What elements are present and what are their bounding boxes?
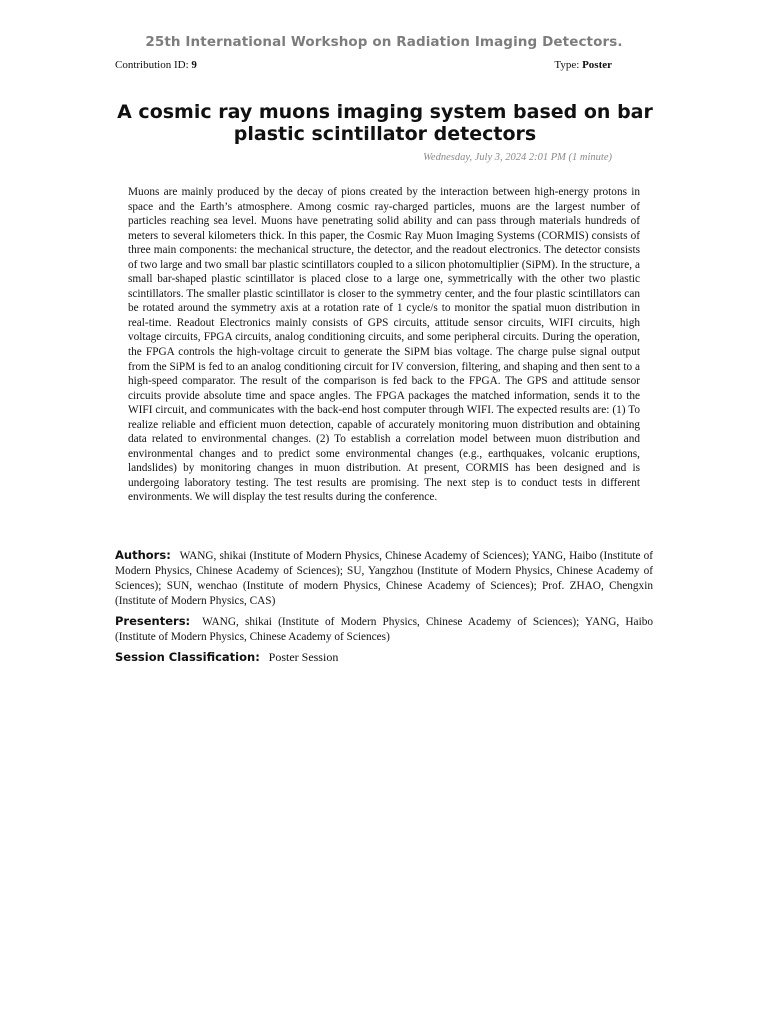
abstract-text: Muons are mainly produced by the decay of pions created by the interaction between high-energy protons in space and the Earth’s atmosphere. Among cosmic ray-charged particles, muons are the largest number of particles reaching sea level. Muons have penetrating solid ability and can pass through materials hundreds of meters to several kilometers thick. In this paper, the Cosmic Ray Muon Imaging Systems (CORMIS) consists of three main components: the mechanical structure, the detector, and the readout electronics. The detector consists of two large and two small bar plastic scintillators coupled to a silicon photomultiplier (SiPM). In the structure, a small bar-shaped plastic scintillator is placed close to a large one, symmetrically with the other two plastic scintillators. The smaller plastic scintillator is closer to the symmetry center, and the four plastic scintillators can be rotated around the symmetry axis at a rotation rate of 1 cycle/s to monitor the spatial muon distribution in real-time. Readout Electronics mainly consists of GPS circuits, attitude sensor circuits, WIFI circuits, high voltage circuits, FPGA circuits, analog conditioning circuits, and some peripheral circuits. During the operation, the FPGA controls the high-voltage circuit to generate the SiPM bias voltage. The charge pulse signal output from the SiPM is fed to an analog conditioning circuit for IV conversion, filtering, and shaping and then sent to a high-speed comparator. The result of the comparison is fed back to the FPGA. The GPS and attitude sensor circuits provide absolute time and space angles. The FPGA packages the matched information, sends it to the WIFI circuit, and communicates with the back-end host computer through WIFI. The expected results are: (1) To realize reliable and efficient muon detection, capable of accurately monitoring muon distribution and obtaining data related to environmental changes. (2) To establish a correlation model between muon distribution and environmental changes and to predict some environmental changes (e.g., earthquakes, volcanic eruptions, landslides) by monitoring changes in muon distribution. At present, CORMIS has been designed and is undergoing laboratory testing. The test results are promising. The next step is to conduct tests in different environments. We will display the test results during the conference. <box>128 186 640 504</box>
presenters-label: Presenters: <box>115 614 191 628</box>
contribution-id-value: 9 <box>191 59 197 71</box>
contribution-id <box>115 59 197 71</box>
session-label: Session Classification: <box>115 650 260 664</box>
contribution-datetime: Wednesday, July 3, 2024 2:01 PM (1 minute) <box>423 152 612 163</box>
session-value: Poster Session <box>268 650 339 664</box>
contribution-type <box>554 59 612 71</box>
authors-section <box>115 548 653 609</box>
authors-label: Authors: <box>115 548 171 562</box>
contribution-title: A cosmic ray muons imaging system based on bar plastic scintillator detectors <box>117 101 653 145</box>
contribution-type-value: Poster <box>582 59 612 71</box>
workshop-header: 25th International Workshop on Radiation Imaging Detectors. <box>145 34 623 50</box>
contribution-meta-row <box>115 59 612 71</box>
contribution-id-label: Contribution ID: <box>115 59 189 71</box>
presenters-list: WANG, shikai (Institute of Modern Physics, Chinese Academy of Sciences); YANG, Haibo (Institute of Modern Physics, Chinese Academy of Sciences) <box>115 616 654 643</box>
presenters-section <box>115 614 653 645</box>
authors-list: WANG, shikai (Institute of Modern Physics, Chinese Academy of Sciences); YANG, Haibo (Institute of Modern Physics, Chinese Academy of Sciences); SU, Yangzhou (Institute of Modern Physics, Chinese Academy of Sciences); SUN, wenchao (Institute of modern Physics, Chinese Academy of Sciences); Prof. ZHAO, Chengxin (Institute of Modern Physics, CAS) <box>115 550 654 607</box>
contribution-type-label: Type: <box>554 59 580 71</box>
session-section <box>115 650 653 666</box>
